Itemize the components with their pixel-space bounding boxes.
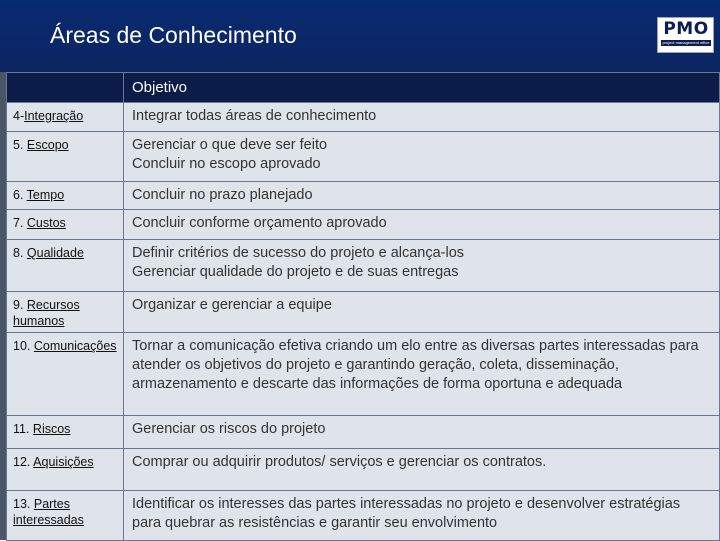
objective-cell: Gerenciar o que deve ser feito Concluir no escopo aprovado: [124, 132, 720, 182]
area-number: 7.: [13, 216, 27, 230]
area-link[interactable]: Comunicações: [33, 339, 117, 353]
objective-cell: Definir critérios de sucesso do projeto e alcança-los Gerenciar qualidade do projeto e de suas entregas: [124, 240, 720, 292]
table-row: [7, 333, 720, 416]
area-link[interactable]: Aquisições: [33, 455, 94, 469]
objective-cell: Integrar todas áreas de conhecimento: [124, 103, 720, 132]
table-row: [7, 210, 720, 240]
area-cell: [7, 132, 124, 182]
table-row: [7, 449, 720, 491]
area-link[interactable]: Partes interessadas: [13, 497, 84, 527]
area-number: 12.: [13, 455, 34, 469]
table-row: [7, 240, 720, 292]
table-row: [7, 132, 720, 182]
knowledge-areas-table: [6, 72, 720, 541]
objective-cell: Gerenciar os riscos do projeto: [124, 416, 720, 449]
objective-cell: Tornar a comunicação efetiva criando um elo entre as diversas partes interessadas para atender os objetivos do projeto e garantindo geração, coleta, disseminação, armazenamento e descarte das informações de forma oportuna e adequada: [124, 333, 720, 416]
area-cell: [7, 449, 124, 491]
logo-text: PMO: [663, 19, 709, 39]
area-number: 13.: [13, 497, 34, 511]
area-number: 8.: [13, 246, 27, 260]
objective-cell: Concluir conforme orçamento aprovado: [124, 210, 720, 240]
table-row: [7, 292, 720, 333]
table-row: [7, 103, 720, 132]
area-link[interactable]: Integração: [24, 109, 84, 123]
area-number: 10.: [13, 339, 34, 353]
slide-header: [0, 0, 720, 72]
table-header-row: [7, 73, 720, 103]
objective-cell: Identificar os interesses das partes interessadas no projeto e desenvolver estratégias para quebrar as resistências e garantir seu envolvimento: [124, 491, 720, 541]
area-cell: [7, 182, 124, 210]
area-cell: [7, 240, 124, 292]
area-cell: [7, 416, 124, 449]
area-link[interactable]: Custos: [26, 216, 66, 230]
area-number: 6.: [13, 188, 27, 202]
table-row: [7, 416, 720, 449]
area-number: 9.: [13, 298, 27, 312]
logo-tagline: project management office: [662, 40, 710, 45]
area-link[interactable]: Riscos: [32, 422, 71, 436]
objective-cell: Concluir no prazo planejado: [124, 182, 720, 210]
objective-cell: Organizar e gerenciar a equipe: [124, 292, 720, 333]
page-title: Áreas de Conhecimento: [50, 22, 297, 48]
area-link[interactable]: Qualidade: [26, 246, 84, 260]
area-number: 5.: [13, 138, 27, 152]
area-cell: [7, 491, 124, 541]
table-row: [7, 491, 720, 541]
objective-cell: Comprar ou adquirir produtos/ serviços e gerenciar os contratos.: [124, 449, 720, 491]
column-header-objetivo: Objetivo: [124, 73, 720, 103]
area-number: 4-: [13, 109, 25, 123]
area-cell: [7, 333, 124, 416]
area-number: 11.: [13, 422, 33, 436]
area-cell: [7, 292, 124, 333]
table-row: [7, 182, 720, 210]
area-link[interactable]: Escopo: [26, 138, 69, 152]
area-link[interactable]: Recursos humanos: [13, 298, 80, 328]
pmo-logo: [657, 17, 714, 53]
area-cell: [7, 210, 124, 240]
header-empty-cell: [7, 73, 124, 103]
area-cell: [7, 103, 124, 132]
area-link[interactable]: Tempo: [26, 188, 65, 202]
